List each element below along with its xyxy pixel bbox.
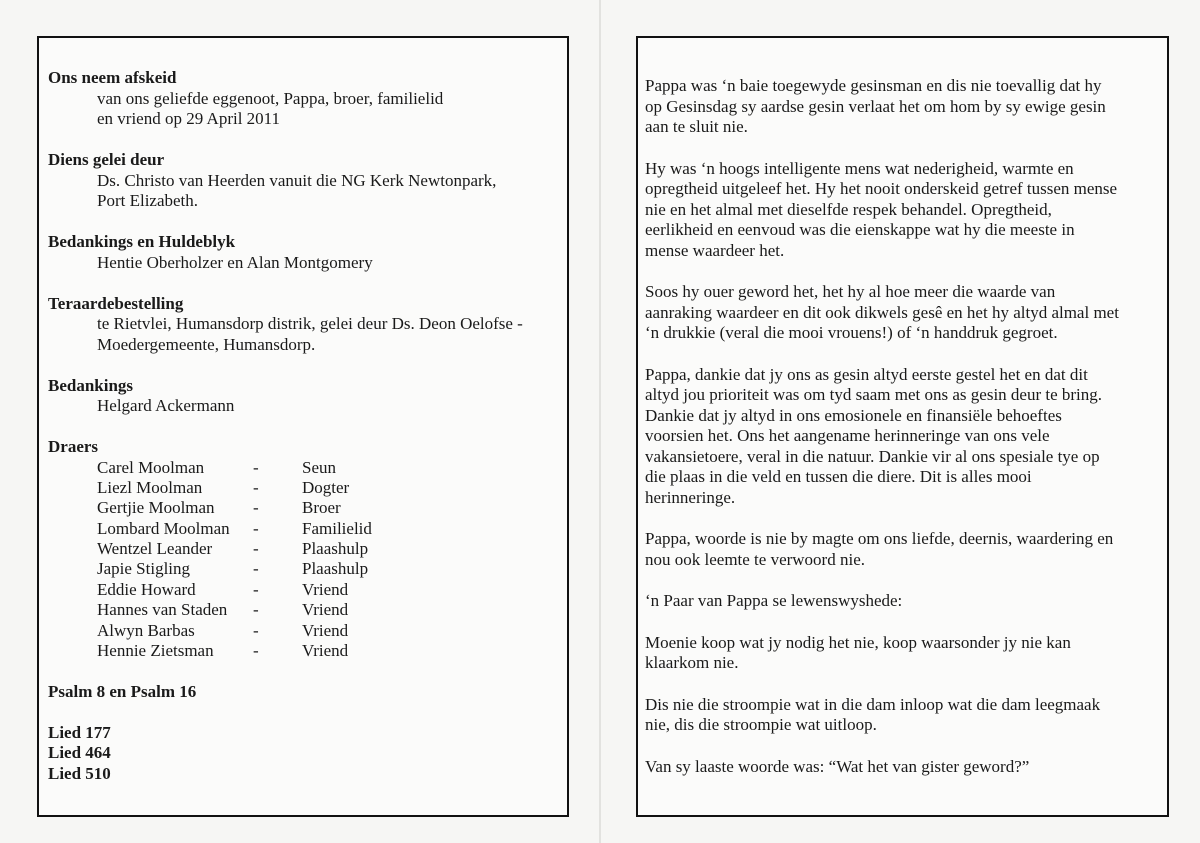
bearer-role: Broer	[302, 498, 341, 518]
bearer-name: Hennie Zietsman	[97, 641, 214, 661]
last-words	[645, 757, 1159, 778]
text-line: Pappa, dankie dat jy ons as gesin altyd eerste gestel het en dat dit	[645, 364, 1088, 384]
bearer-separator: -	[253, 641, 259, 661]
bearer-role: Seun	[302, 457, 336, 477]
center-fold	[599, 0, 601, 843]
service-line: Ds. Christo van Heerden vanuit die NG Kerk Newtonpark,	[97, 170, 497, 190]
text-line: op Gesinsdag sy aardse gesin verlaat het om hom by sy ewige gesin	[645, 96, 1106, 116]
tribute-line: Hentie Oberholzer en Alan Montgomery	[97, 252, 373, 272]
bearer-name: Carel Moolman	[97, 457, 205, 477]
wisdom-quote	[645, 695, 1159, 736]
text-line: Pappa was ‘n baie toegewyde gesinsman en dis nie toevallig dat hy	[645, 76, 1102, 95]
bearer-name: Alwyn Barbas	[97, 620, 195, 640]
text-line: nie en het almal met dieselfde respek behandel. Opregtheid,	[645, 199, 1052, 219]
text-line: herinneringe.	[645, 487, 736, 507]
bearer-name: Lombard Moolman	[97, 518, 230, 538]
text-line: aanraking waardeer en dit ook dikwels gesê en het hy altyd almal met	[645, 302, 1119, 322]
bearer-row	[97, 458, 557, 478]
text-line: Van sy laaste woorde was: “Wat het van gister geword?”	[645, 756, 1030, 776]
bearer-role: Plaashulp	[302, 539, 369, 559]
text-line: Dankie dat jy altyd in ons emosionele en finansiële behoeftes	[645, 405, 1062, 425]
farewell-line: van ons geliefde eggenoot, Pappa, broer, familielid	[97, 88, 444, 108]
service-section	[48, 150, 557, 212]
bearer-row	[97, 539, 557, 559]
service-line: Port Elizabeth.	[97, 191, 199, 210]
text-line: aan te sluit nie.	[645, 117, 748, 136]
bearer-row	[97, 580, 557, 600]
text-line: nou ook leemte te verwoord nie.	[645, 549, 865, 569]
bearer-separator: -	[253, 539, 259, 559]
tribute-section	[48, 232, 557, 273]
service-order-content	[48, 68, 557, 784]
bearer-role: Plaashulp	[302, 559, 369, 579]
song-item: Lied 510	[48, 763, 111, 783]
bearer-role: Familielid	[302, 518, 372, 538]
tribute-paragraph	[645, 365, 1159, 509]
thanks-section	[48, 376, 557, 417]
bearer-row	[97, 519, 557, 539]
bearer-separator: -	[253, 518, 259, 538]
bearer-separator: -	[253, 579, 259, 599]
bearer-name: Eddie Howard	[97, 579, 196, 599]
tribute-paragraph	[645, 591, 1159, 612]
burial-section	[48, 294, 557, 356]
burial-line: te Rietvlei, Humansdorp distrik, gelei deur Ds. Deon Oelofse -	[97, 314, 523, 333]
bearer-row	[97, 600, 557, 620]
bearer-separator: -	[253, 600, 259, 620]
text-line: ‘n Paar van Pappa se lewenswyshede:	[645, 591, 903, 610]
bearer-role: Dogter	[302, 477, 350, 497]
bearer-role: Vriend	[302, 620, 349, 640]
text-line: voorsien het. Ons het aangename herinneringe van ons vele	[645, 426, 1050, 445]
tribute-paragraph	[645, 76, 1159, 138]
tribute-paragraph	[645, 529, 1159, 570]
bearer-row	[97, 559, 557, 579]
bearer-role: Vriend	[302, 600, 349, 620]
text-line: Soos hy ouer geword het, het hy al hoe meer die waarde van	[645, 282, 1056, 301]
service-heading: Diens gelei deur	[48, 150, 165, 169]
burial-line: Moedergemeente, Humansdorp.	[97, 334, 316, 354]
bearer-name: Japie Stigling	[97, 559, 191, 579]
bearers-list	[48, 458, 557, 662]
bearers-heading: Draers	[48, 437, 99, 456]
text-line: nie, dis die stroompie wat uitloop.	[645, 715, 877, 734]
bearer-separator: -	[253, 457, 259, 477]
text-line: opregtheid uitgeleef het. Hy het nooit onderskeid getref tussen mense	[645, 179, 1118, 198]
bearer-name: Wentzel Leander	[97, 539, 213, 559]
bearer-separator: -	[253, 498, 259, 518]
text-line: Dis nie die stroompie wat in die dam inloop wat die dam leegmaak	[645, 694, 1101, 714]
bearer-row	[97, 641, 557, 661]
text-line: klaarkom nie.	[645, 653, 739, 672]
text-line: Pappa, woorde is nie by magte om ons liefde, deernis, waardering en	[645, 529, 1114, 548]
tribute-text-content	[645, 76, 1159, 798]
bearer-role: Vriend	[302, 579, 349, 599]
bearer-name: Hannes van Staden	[97, 600, 228, 620]
bearer-separator: -	[253, 620, 259, 640]
thanks-heading: Bedankings	[48, 375, 134, 395]
burial-heading: Teraardebestelling	[48, 293, 184, 313]
song-item: Lied 177	[48, 722, 111, 742]
bearer-row	[97, 621, 557, 641]
bearer-name: Liezl Moolman	[97, 477, 203, 497]
tribute-text-panel	[636, 36, 1169, 817]
text-line: Hy was ‘n hoogs intelligente mens wat nederigheid, warmte en	[645, 158, 1074, 178]
text-line: ‘n drukkie (veral die mooi vrouens!) of ‘n handdruk gegroet.	[645, 323, 1058, 342]
text-line: mense waardeer het.	[645, 240, 785, 260]
bearers-section	[48, 437, 557, 661]
text-line: die plaas in die veld en tussen die diere. Dit is alles mooi	[645, 467, 1032, 486]
bearer-row	[97, 498, 557, 518]
farewell-section	[48, 68, 557, 130]
song-item: Lied 464	[48, 743, 111, 763]
psalms-heading: Psalm 8 en Psalm 16	[48, 681, 197, 701]
bearer-row	[97, 478, 557, 498]
bearer-separator: -	[253, 559, 259, 579]
bearer-name: Gertjie Moolman	[97, 498, 215, 518]
tribute-paragraph	[645, 159, 1159, 262]
text-line: Moenie koop wat jy nodig het nie, koop waarsonder jy nie kan	[645, 632, 1071, 652]
tribute-paragraph	[645, 282, 1159, 344]
bearer-separator: -	[253, 477, 259, 497]
songs-list	[48, 723, 557, 785]
text-line: vakansietoere, veral in die natuur. Dankie vir al ons spesiale tye op	[645, 446, 1100, 466]
text-line: eerlikheid en eenvoud was die eienskappe wat hy die meeste in	[645, 220, 1075, 239]
service-order-panel	[37, 36, 569, 817]
bearer-role: Vriend	[302, 641, 349, 661]
tribute-heading: Bedankings en Huldeblyk	[48, 232, 236, 251]
farewell-heading: Ons neem afskeid	[48, 68, 177, 87]
wisdom-quote	[645, 633, 1159, 674]
thanks-line: Helgard Ackermann	[97, 396, 235, 415]
farewell-line: en vriend op 29 April 2011	[97, 109, 281, 128]
text-line: altyd jou prioriteit was om tyd saam met ons as gesin deur te bring.	[645, 385, 1103, 404]
